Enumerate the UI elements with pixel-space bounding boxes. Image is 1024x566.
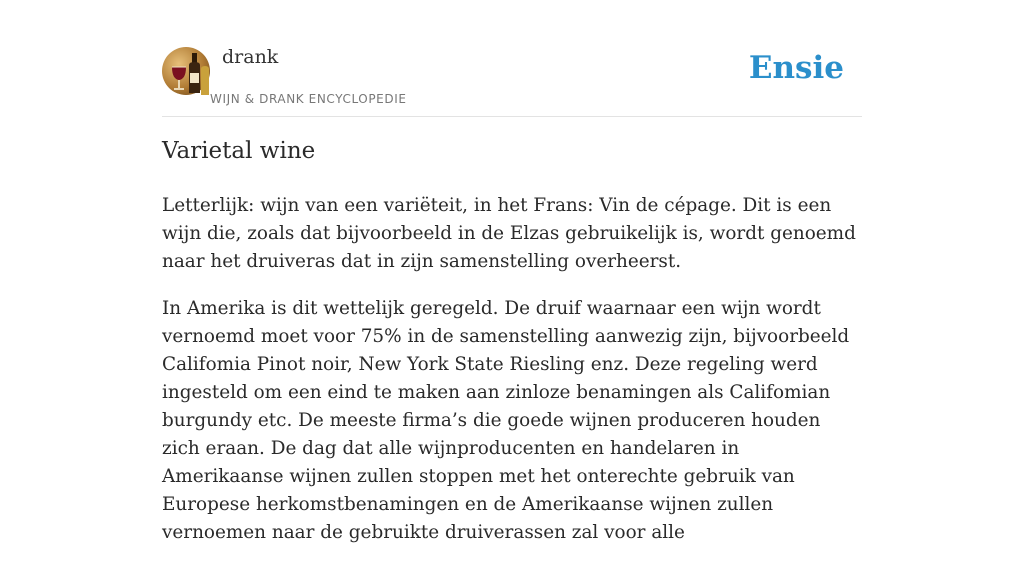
site-name[interactable]: drank — [222, 46, 279, 68]
article-title: Varietal wine — [162, 138, 316, 164]
site-subtitle: WIJN & DRANK ENCYCLOPEDIE — [210, 92, 407, 106]
article-paragraph: In Amerika is dit wettelijk geregeld. De druif waarnaar een wijn wordt vernoemd moet voor 75% in de samenstelling aanwezig zijn, bijvoorbeeld Califomia Pinot noir, New York State Riesling enz. Deze regeling werd ingesteld om een eind te maken aan zinloze benamingen als Califomian burgundy etc. De meeste firma’s die goede wijnen produceren houden zich eraan. De dag dat alle wijnproducenten en handelaren in Amerikaanse wijnen zullen stoppen met het onterechte gebruik van Europese herkomstbenamingen en de Amerikaanse wijnen zullen vernoemen naar de gebruikte druiverassen zal voor alle — [162, 298, 850, 543]
article-paragraph: Letterlijk: wijn van een variëteit, in het Frans: Vin de cépage. Dit is een wijn die, zoals dat bijvoorbeeld in de Elzas gebruikelijk is, wordt genoemd naar het druiveras dat in zijn samenstelling overheerst. — [162, 195, 856, 272]
wine-bottles-icon[interactable] — [162, 47, 210, 95]
article-body — [162, 192, 862, 566]
brand-logo-link[interactable]: Ensie — [748, 50, 844, 86]
header — [162, 44, 862, 117]
